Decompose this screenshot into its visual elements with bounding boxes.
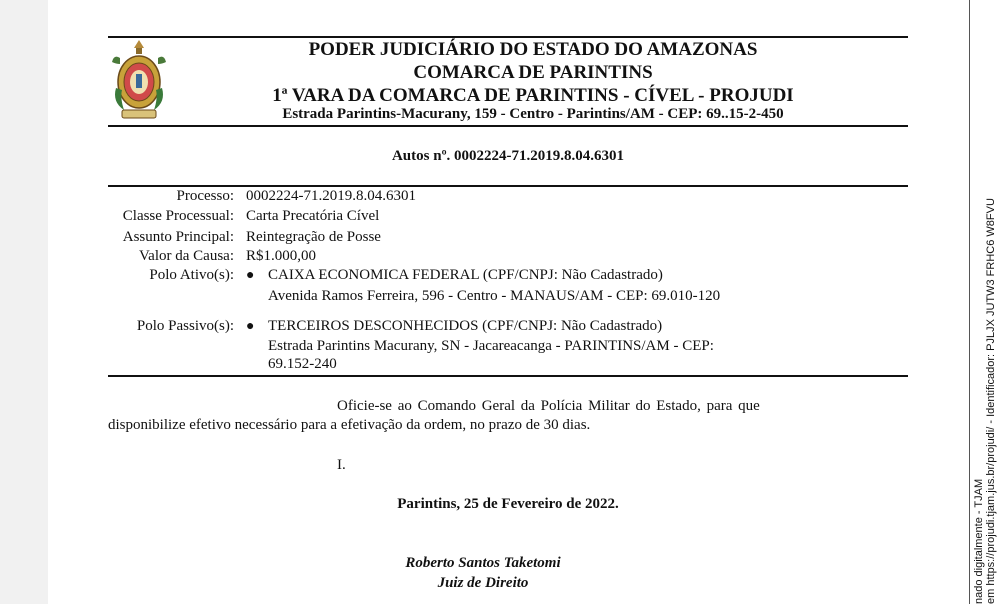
assunto-value: Reintegração de Posse xyxy=(246,229,381,245)
autos-number: Autos nº. 0002224-71.2019.8.04.6301 xyxy=(391,148,625,164)
processo-value: 0002224-71.2019.8.04.6301 xyxy=(246,188,416,204)
signature-date: Parintins, 25 de Fevereiro de 2022. xyxy=(397,496,619,512)
fields-top-rule xyxy=(108,185,908,187)
sidebar-signed-text: nado digitalmente - TJAM xyxy=(973,478,985,604)
polo-passivo-name: TERCEIROS DESCONHECIDOS (CPF/CNPJ: Não Cadastrado) xyxy=(268,318,663,334)
order-paragraph-line1: Oficie-se ao Comando Geral da Polícia Militar do Estado, para que xyxy=(337,398,760,414)
valor-value: R$1.000,00 xyxy=(246,248,317,264)
header-vara: 1ª VARA DA COMARCA DE PARINTINS - CÍVEL - PROJUDI xyxy=(272,85,794,106)
header-bottom-rule xyxy=(108,125,908,127)
header-address: Estrada Parintins-Macurany, 159 - Centro - Parintins/AM - CEP: 69..15-2-450 xyxy=(282,106,784,122)
fields-bottom-rule xyxy=(108,375,908,377)
judge-title: Juiz de Direito xyxy=(437,575,529,591)
header-comarca: COMARCA DE PARINTINS xyxy=(413,62,653,83)
digital-signature-sidebar xyxy=(969,0,1000,604)
classe-value: Carta Precatória Cível xyxy=(246,208,380,224)
sidebar-identifier-text: em https://projudi.tjam.jus.br/projudi/ - Identificador: PJLJX JUTW3 FRHC6 W8FVU xyxy=(985,198,997,604)
intime-mark: I. xyxy=(337,457,346,473)
polo-ativo-address: Avenida Ramos Ferreira, 596 - Centro - MANAUS/AM - CEP: 69.010-120 xyxy=(268,288,721,304)
polo-passivo-address-1: Estrada Parintins Macurany, SN - Jacareacanga - PARINTINS/AM - CEP: xyxy=(268,338,714,354)
bullet-icon: ● xyxy=(246,268,255,283)
judge-name: Roberto Santos Taketomi xyxy=(405,555,561,571)
assunto-label: Assunto Principal: xyxy=(122,229,234,245)
polo-ativo-label: Polo Ativo(s): xyxy=(149,267,234,283)
polo-passivo-label: Polo Passivo(s): xyxy=(136,318,234,334)
classe-label: Classe Processual: xyxy=(122,208,234,224)
document-page xyxy=(48,0,970,604)
processo-label: Processo: xyxy=(176,188,234,204)
header-top-rule xyxy=(108,36,908,38)
polo-ativo-name: CAIXA ECONOMICA FEDERAL (CPF/CNPJ: Não Cadastrado) xyxy=(268,267,663,283)
bullet-icon: ● xyxy=(246,319,255,334)
order-paragraph-line2: disponibilize efetivo necessário para a efetivação da ordem, no prazo de 30 dias. xyxy=(108,417,591,433)
valor-label: Valor da Causa: xyxy=(139,248,234,264)
polo-passivo-address-2: 69.152-240 xyxy=(268,356,337,372)
header-court: PODER JUDICIÁRIO DO ESTADO DO AMAZONAS xyxy=(308,39,758,60)
